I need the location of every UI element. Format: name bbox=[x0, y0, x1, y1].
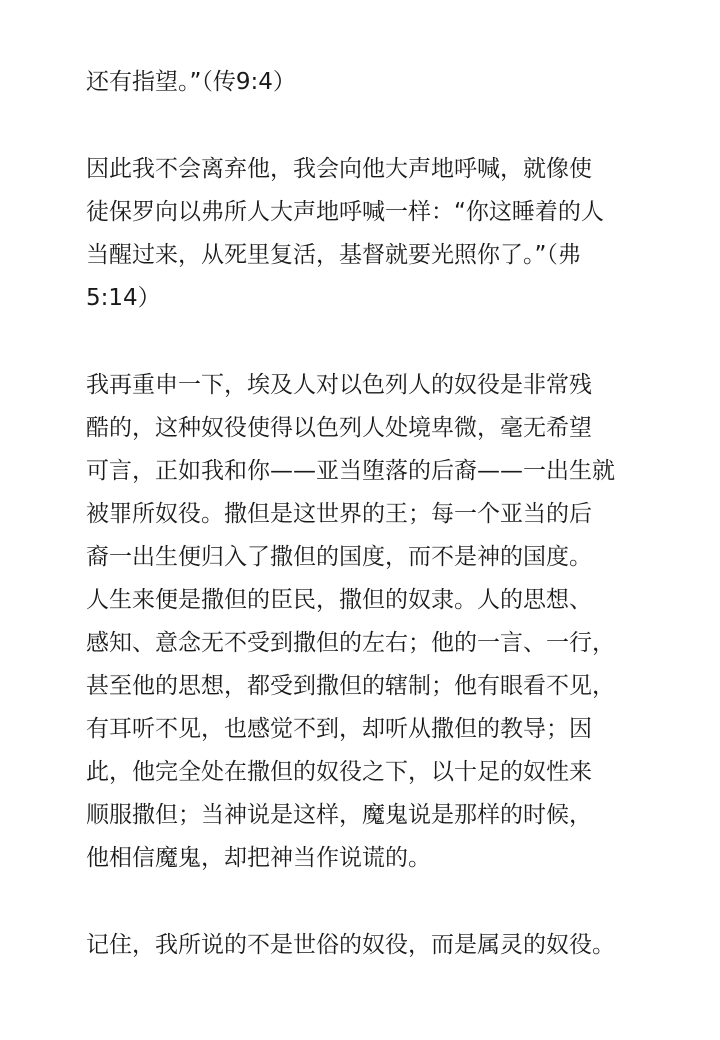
paragraph-3-line-1: 我再重申一下，埃及人对以色列人的奴役是非常残 bbox=[86, 372, 592, 398]
paragraph-3-line-5: 裔一出生便归入了撒但的国度，而不是神的国度。 bbox=[86, 544, 592, 570]
paragraph-3-line-11: 顺服撒但；当神说是这样，魔鬼说是那样的时候， bbox=[86, 802, 592, 828]
paragraph-2-line-3: 当醒过来，从死里复活，基督就要光照你了。”（弗 bbox=[86, 242, 581, 268]
paragraph-1-line-1: 还有指望。”（传9:4） bbox=[86, 69, 296, 95]
paragraph-2-line-1: 因此我不会离弃他，我会向他大声地呼喊，就像使 bbox=[86, 156, 592, 182]
paragraph-3-line-6: 人生来便是撒但的臣民，撒但的奴隶。人的思想、 bbox=[86, 587, 592, 613]
paragraph-3-line-10: 此，他完全处在撒但的奴役之下，以十足的奴性来 bbox=[86, 759, 592, 785]
paragraph-3-line-3: 可言，正如我和你——亚当堕落的后裔——一出生就 bbox=[86, 458, 615, 484]
paragraph-2-line-4: 5:14） bbox=[86, 285, 161, 311]
paragraph-4-line-1: 记住，我所说的不是世俗的奴役，而是属灵的奴役。 bbox=[86, 932, 615, 958]
paragraph-3-line-12: 他相信魔鬼，却把神当作说谎的。 bbox=[86, 845, 431, 871]
paragraph-3-line-8: 甚至他的思想，都受到撒但的辖制；他有眼看不见， bbox=[86, 673, 615, 699]
paragraph-3-line-9: 有耳听不见，也感觉不到，却听从撒但的教导；因 bbox=[86, 716, 592, 742]
paragraph-3-line-4: 被罪所奴役。撒但是这世界的王；每一个亚当的后 bbox=[86, 501, 592, 527]
paragraph-3-line-2: 酷的，这种奴役使得以色列人处境卑微，毫无希望 bbox=[86, 415, 592, 441]
paragraph-2-line-2: 徒保罗向以弗所人大声地呼喊一样：“你这睡着的人 bbox=[86, 199, 604, 225]
paragraph-3-line-7: 感知、意念无不受到撒但的左右；他的一言、一行， bbox=[86, 630, 615, 656]
